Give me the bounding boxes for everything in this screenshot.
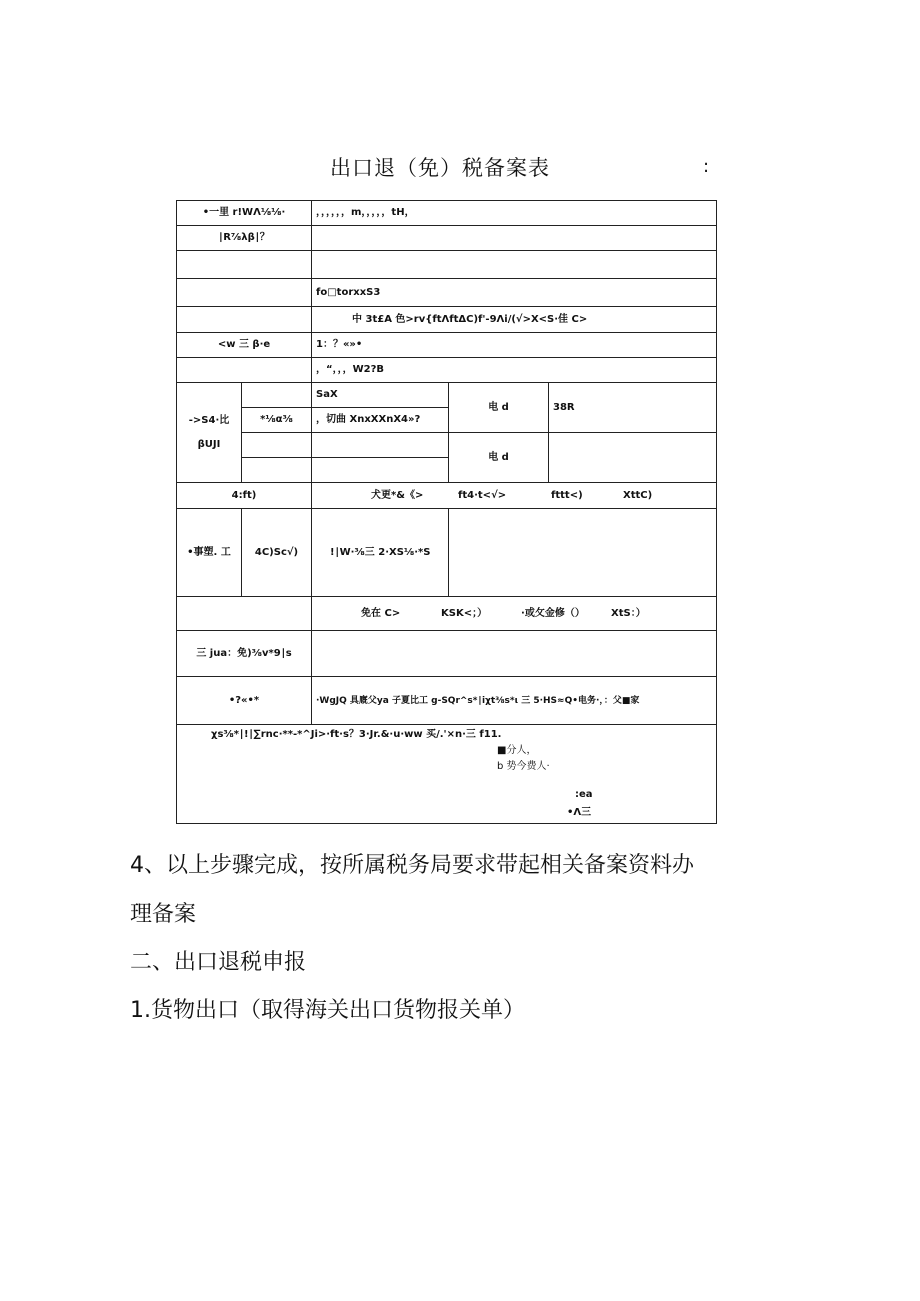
row6-label: <w 三 β·e bbox=[177, 333, 312, 358]
row11-option-2: KSK<；） bbox=[441, 607, 488, 619]
table-row bbox=[177, 333, 717, 358]
declaration-line-1: χs⅜*∣!∣∑rnc·**-*^Ji>·ft·s？3·Jr.&·u·ww 买/.'×n·三 f11. bbox=[211, 729, 502, 740]
phone-label-1: 电 d bbox=[449, 383, 549, 433]
row7-label bbox=[177, 358, 312, 383]
row10-value: !∣W·⅜三 2·XS⅛·*S bbox=[312, 509, 449, 597]
row6-value: 1：？«»• bbox=[312, 333, 717, 358]
declaration-line-3: b 势今费人· bbox=[497, 761, 550, 772]
contact-sub1 bbox=[242, 383, 312, 408]
row9-option-2: ft4·t<√> bbox=[458, 489, 507, 501]
table-row bbox=[177, 201, 717, 226]
title-mark: : bbox=[703, 156, 710, 177]
row3-value bbox=[312, 251, 717, 279]
paragraph-step-4-cont: 理备案 bbox=[130, 902, 197, 927]
row13-label: •?«•* bbox=[177, 677, 312, 725]
section-heading: 二、出口退税申报 bbox=[130, 950, 307, 975]
row11-option-4: XtS：） bbox=[611, 607, 646, 619]
contact-sub2: *⅛α⅜ bbox=[242, 408, 312, 433]
row9-option-1: 犬更*&《> bbox=[371, 489, 424, 501]
table-row bbox=[177, 631, 717, 677]
row9-label: 4:ft) bbox=[177, 483, 312, 509]
phone-value-2 bbox=[549, 433, 717, 483]
row12-value bbox=[312, 631, 717, 677]
row2-label: ∣R⅞λβ∣？ bbox=[177, 226, 312, 251]
contact-value1: SaX bbox=[312, 383, 449, 408]
row9-option-4: XttC) bbox=[623, 489, 653, 501]
table-row bbox=[177, 677, 717, 725]
row10-sub: 4C)Sc√) bbox=[242, 509, 312, 597]
row10-extra bbox=[449, 509, 717, 597]
table-row bbox=[177, 433, 717, 458]
row13-value: ·WgJQ 具廐父ya 子夏比工 g-SQr^s*∣iχt⅜s*ι 三 5·HS≈Q•电务·，：父■家 bbox=[312, 677, 717, 725]
row1-value: ，，，，，，m，，，，，tH， bbox=[312, 201, 717, 226]
table-row bbox=[177, 725, 717, 824]
table-row bbox=[177, 483, 717, 509]
row3-label bbox=[177, 251, 312, 279]
table-row bbox=[177, 226, 717, 251]
declaration-line-2: ■分人， bbox=[497, 745, 537, 756]
declaration-line-5: •Λ三 bbox=[567, 807, 592, 818]
table-row bbox=[177, 251, 717, 279]
contact-value3 bbox=[312, 433, 449, 458]
row7-value: ，“，，，W2?B bbox=[312, 358, 717, 383]
row12-label: 三 jua：免)⅜v*9∣s bbox=[177, 631, 312, 677]
table-row bbox=[177, 307, 717, 333]
table-row bbox=[177, 597, 717, 631]
phone-label-2: 电 d bbox=[449, 433, 549, 483]
form-title: 出口退（免）税备案表 bbox=[330, 156, 550, 180]
row5-value: 中 3t£A 色>rv{ftΛftΔC)f'-9Λi/(√>X<S·佳 C> bbox=[312, 307, 717, 333]
phone-value-1: 38R bbox=[549, 383, 717, 433]
contact-value4 bbox=[312, 458, 449, 483]
table-row bbox=[177, 509, 717, 597]
table-row bbox=[177, 279, 717, 307]
row2-value bbox=[312, 226, 717, 251]
row10-label: •事塑. 工 bbox=[177, 509, 242, 597]
contact-label-top: ->S4·比 bbox=[188, 414, 230, 426]
declaration-cell bbox=[177, 725, 717, 824]
row9-options bbox=[312, 483, 717, 509]
row4-value: fo□torxxS3 bbox=[312, 279, 717, 307]
row5-label bbox=[177, 307, 312, 333]
table-row bbox=[177, 383, 717, 408]
row11-option-3: ·或攵金修（） bbox=[521, 607, 585, 619]
contact-sub3 bbox=[242, 433, 312, 458]
row4-label bbox=[177, 279, 312, 307]
contact-value2: ，切曲 XnxXXnX4»? bbox=[312, 408, 449, 433]
contact-group-label bbox=[177, 383, 242, 483]
table-row bbox=[177, 358, 717, 383]
row11-label bbox=[177, 597, 312, 631]
row11-option-1: 免在 C> bbox=[361, 607, 401, 619]
paragraph-item-1: 1.货物出口（取得海关出口货物报关单） bbox=[130, 998, 525, 1023]
paragraph-step-4: 4、以上步骤完成，按所属税务局要求带起相关备案资料办 bbox=[130, 853, 694, 878]
contact-label-bottom: βUJI bbox=[197, 438, 221, 450]
row9-option-3: fttt<) bbox=[551, 489, 583, 501]
row1-label: •一里 r!WΛ⅛⅛· bbox=[177, 201, 312, 226]
contact-sub4 bbox=[242, 458, 312, 483]
registration-form-table bbox=[176, 200, 717, 824]
row11-options bbox=[312, 597, 717, 631]
declaration-line-4: :ea bbox=[575, 789, 593, 800]
